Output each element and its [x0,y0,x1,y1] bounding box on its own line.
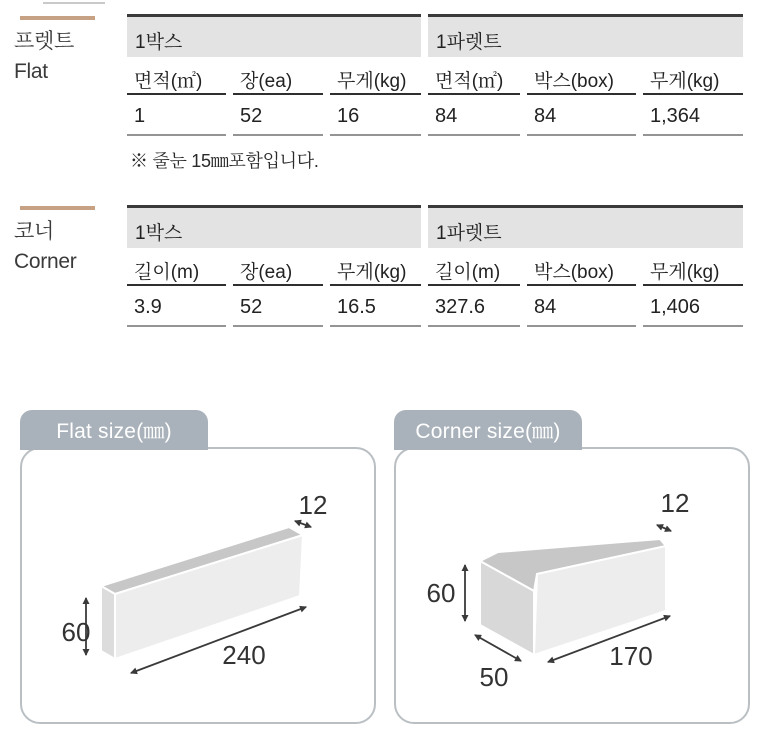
thickness-dimension-label: 12 [298,490,328,520]
col-header-area-box: 면적(㎡) [127,57,226,95]
top-crop-line [43,2,105,4]
col-header-weight-box: 무게(kg) [330,248,421,286]
col-header-length-pallet: 길이(m) [428,248,520,286]
col-header-weight-pallet: 무게(kg) [643,57,743,95]
value-area-box: 1 [127,95,226,136]
value-weight-box: 16 [330,95,421,136]
corner-label-korean: 코너 [14,220,54,243]
joint-note: ※ 줄눈 15㎜포함입니다. [130,151,319,171]
length-dimension-label: 170 [609,641,653,671]
height-dimension-label: 60 [61,617,91,647]
flat-brick-diagram [20,410,376,725]
col-header-pieces-box: 장(ea) [233,57,323,95]
value-length-box: 3.9 [127,286,226,327]
value-weight-box: 16.5 [330,286,421,327]
col-header-boxes-pallet: 박스(box) [527,248,636,286]
corner-spec-table [127,205,743,327]
group-header-1box: 1박스 [127,205,421,248]
corner-size-tab: Corner size(㎜) [394,410,582,450]
flat-values-row [127,95,743,136]
value-pieces-box: 52 [233,95,323,136]
height-dimension-label: 60 [426,578,456,608]
flat-spec-table [127,14,743,136]
depth-dimension-label: 50 [479,662,509,692]
group-header-1pallet: 1파렛트 [428,14,743,57]
flat-column-header-row [127,57,743,95]
corner-accent-rule [20,206,95,210]
value-boxes-pallet: 84 [527,286,636,327]
flat-accent-rule [20,16,95,20]
thickness-dimension-arrow [657,525,671,531]
corner-values-row [127,286,743,327]
value-pieces-box: 52 [233,286,323,327]
col-header-area-pallet: 면적(㎡) [428,57,520,95]
group-header-1pallet: 1파렛트 [428,205,743,248]
value-weight-pallet: 1,364 [643,95,743,136]
thickness-dimension-label: 12 [660,488,690,518]
col-header-pieces-box: 장(ea) [233,248,323,286]
flat-label-korean: 프렛트 [14,30,74,53]
flat-size-tab: Flat size(㎜) [20,410,208,450]
flat-label-english: Flat [14,60,48,83]
group-header-1box: 1박스 [127,14,421,57]
corner-size-card [394,410,750,725]
col-header-weight-box: 무게(kg) [330,57,421,95]
thickness-dimension-arrow [295,521,311,527]
corner-column-header-row [127,248,743,286]
value-weight-pallet: 1,406 [643,286,743,327]
value-area-pallet: 84 [428,95,520,136]
value-boxes-pallet: 84 [527,95,636,136]
length-dimension-label: 240 [222,640,266,670]
corner-group-header-row [127,205,743,248]
col-header-length-box: 길이(m) [127,248,226,286]
flat-brick-side-face [101,586,115,659]
col-header-boxes-pallet: 박스(box) [527,57,636,95]
corner-brick-diagram [394,410,750,725]
flat-size-card [20,410,376,725]
col-header-weight-pallet: 무게(kg) [643,248,743,286]
value-length-pallet: 327.6 [428,286,520,327]
flat-group-header-row [127,14,743,57]
corner-label-english: Corner [14,250,77,273]
